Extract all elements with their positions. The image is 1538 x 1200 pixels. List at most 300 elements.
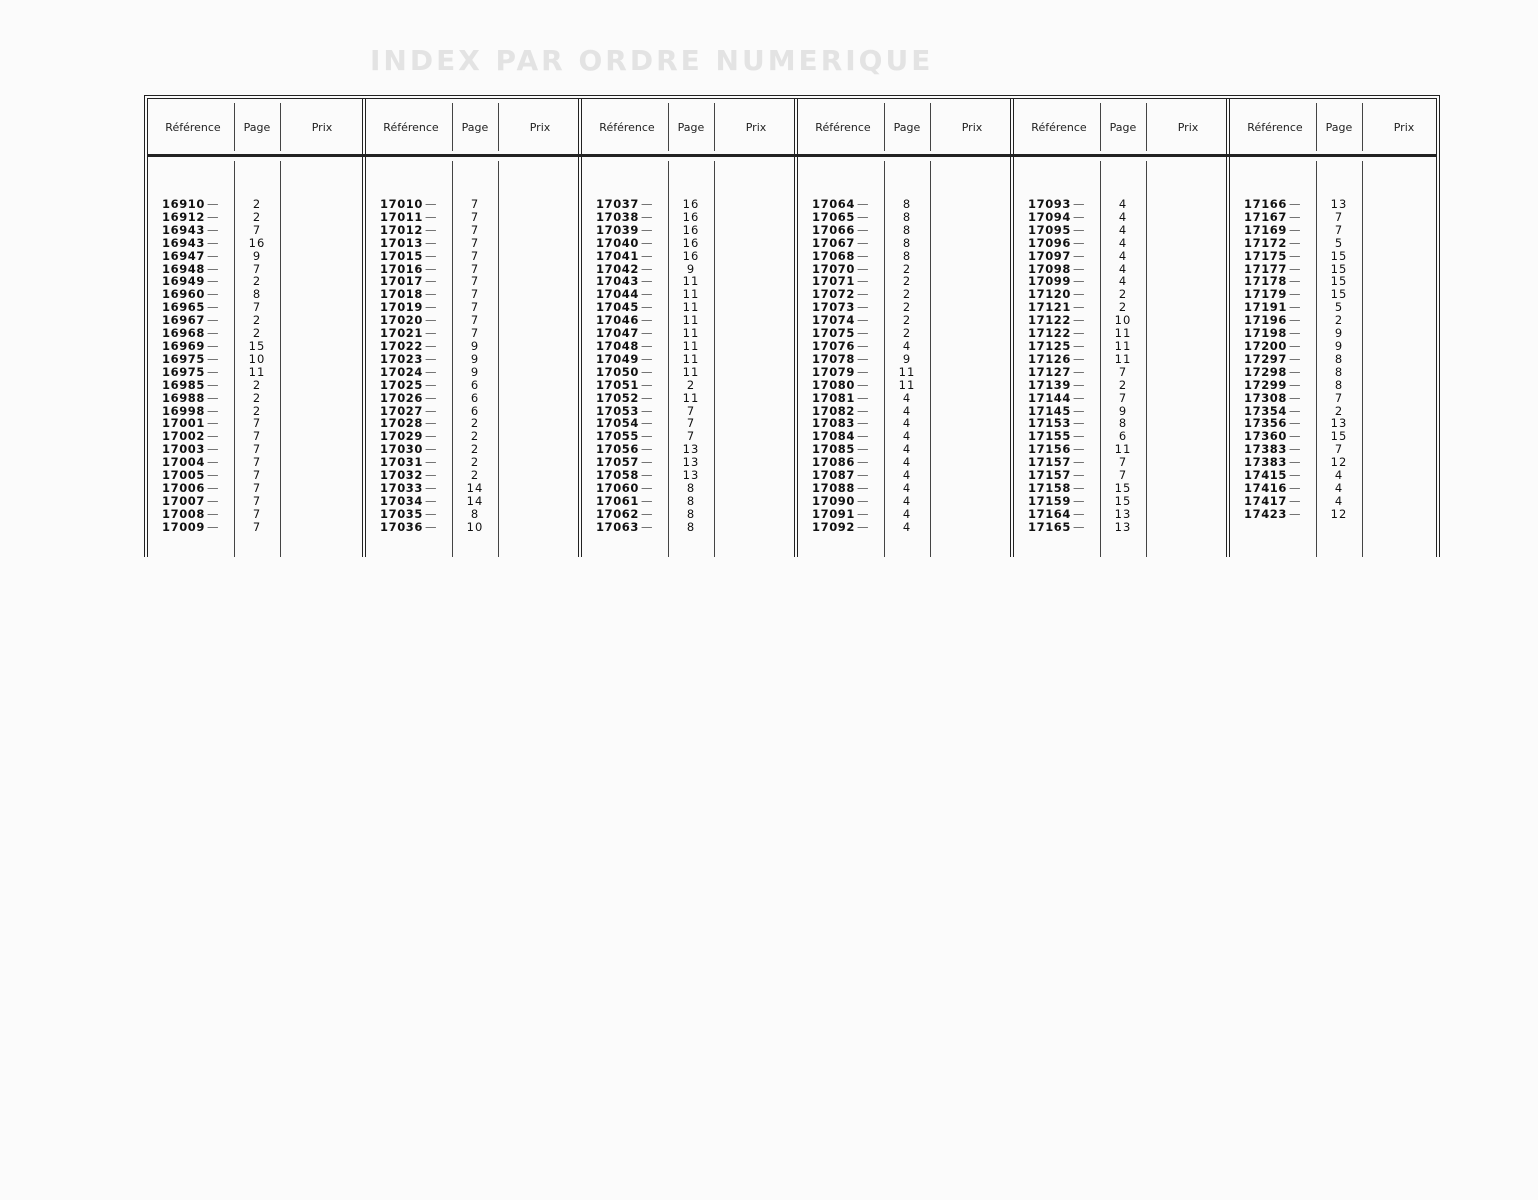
- leader-dash: —: [1073, 261, 1086, 276]
- header-prix: Prix: [1393, 121, 1415, 134]
- page-number: 4: [902, 429, 912, 444]
- page-number: 4: [902, 338, 912, 353]
- page-number: 15: [248, 338, 266, 353]
- page-number: 14: [466, 493, 484, 508]
- page-number: 2: [902, 326, 912, 341]
- leader-dash: —: [641, 300, 654, 315]
- leader-dash: —: [1289, 351, 1302, 366]
- page-number: 15: [1114, 480, 1132, 495]
- header-prix: Prix: [529, 121, 551, 134]
- leader-dash: —: [857, 377, 870, 392]
- leader-dash: —: [641, 416, 654, 431]
- leader-dash: —: [857, 390, 870, 405]
- page-number: 6: [470, 403, 480, 418]
- page-number: 12: [1330, 506, 1348, 521]
- reference-text: 17155: [1028, 429, 1072, 444]
- reference-text: 17070: [812, 261, 856, 276]
- leader-dash: —: [641, 197, 654, 211]
- page-number: 13: [1330, 197, 1348, 211]
- page-number: 16: [682, 235, 700, 250]
- reference-text: 17001: [162, 416, 206, 431]
- page-number: 4: [1118, 274, 1128, 289]
- leader-dash: —: [857, 416, 870, 431]
- page-number: 4: [1118, 235, 1128, 250]
- page-number: 11: [1114, 326, 1132, 341]
- page-number: 7: [252, 519, 262, 534]
- reference-text: 17120: [1028, 287, 1072, 302]
- page-number: 9: [470, 351, 480, 366]
- reference-text: 17153: [1028, 416, 1072, 431]
- page-number: 11: [682, 300, 700, 315]
- page-number: 7: [1118, 364, 1128, 379]
- leader-dash: —: [425, 390, 438, 405]
- page-number: 8: [1118, 416, 1128, 431]
- reference-number: [1028, 521, 1085, 534]
- page-number: 11: [898, 377, 916, 392]
- leader-dash: —: [1073, 390, 1086, 405]
- reference-text: 17057: [596, 455, 640, 470]
- page-number: 7: [252, 493, 262, 508]
- leader-dash: —: [1073, 493, 1086, 508]
- reference-text: 17073: [812, 300, 856, 315]
- leader-dash: —: [1289, 248, 1302, 263]
- reference-text: 17086: [812, 455, 856, 470]
- reference-text: 17127: [1028, 364, 1072, 379]
- reference-text: 16965: [162, 300, 206, 315]
- reference-text: 17144: [1028, 390, 1072, 405]
- reference-text: 17015: [380, 248, 424, 263]
- reference-text: 17044: [596, 287, 640, 302]
- leader-dash: —: [425, 480, 438, 495]
- leader-dash: —: [857, 351, 870, 366]
- reference-text: 17008: [162, 506, 206, 521]
- leader-dash: —: [857, 326, 870, 341]
- page-number: 8: [686, 506, 696, 521]
- leader-dash: —: [425, 493, 438, 508]
- leader-dash: —: [1289, 493, 1302, 508]
- leader-dash: —: [641, 326, 654, 341]
- reference-text: 17017: [380, 274, 424, 289]
- reference-text: 17066: [812, 222, 856, 237]
- rows: [1230, 198, 1442, 521]
- page-number: 9: [902, 351, 912, 366]
- reference-text: 17122: [1028, 326, 1072, 341]
- leader-dash: —: [641, 468, 654, 483]
- reference-text: 17009: [162, 519, 206, 534]
- reference-text: 17159: [1028, 493, 1072, 508]
- leader-dash: —: [641, 222, 654, 237]
- leader-dash: —: [1289, 403, 1302, 418]
- page-number: 10: [248, 351, 266, 366]
- leader-dash: —: [1289, 455, 1302, 470]
- page-number: 11: [682, 390, 700, 405]
- leader-dash: —: [641, 274, 654, 289]
- page-number: 2: [1118, 377, 1128, 392]
- leader-dash: —: [1073, 326, 1086, 341]
- reference-text: 17383: [1244, 455, 1288, 470]
- reference-text: 17052: [596, 390, 640, 405]
- page-number: 2: [902, 261, 912, 276]
- reference-text: 17198: [1244, 326, 1288, 341]
- leader-dash: —: [857, 209, 870, 224]
- page-number: 7: [470, 326, 480, 341]
- page-number: 8: [902, 209, 912, 224]
- page-number: 7: [252, 455, 262, 470]
- page-number: 7: [470, 261, 480, 276]
- header-page: Page: [461, 121, 489, 134]
- leader-dash: —: [857, 403, 870, 418]
- leader-dash: —: [857, 313, 870, 328]
- leader-dash: —: [207, 429, 220, 444]
- page-number: 11: [682, 313, 700, 328]
- page-number: 6: [470, 377, 480, 392]
- reference-text: 17047: [596, 326, 640, 341]
- column-group: [1010, 99, 1226, 557]
- reference-text: 17049: [596, 351, 640, 366]
- reference-text: 17025: [380, 377, 424, 392]
- page-number: 8: [686, 493, 696, 508]
- reference-text: 17076: [812, 338, 856, 353]
- reference-text: 17064: [812, 197, 856, 211]
- leader-dash: —: [425, 377, 438, 392]
- column-group: [578, 99, 794, 557]
- leader-dash: —: [641, 351, 654, 366]
- leader-dash: —: [207, 519, 220, 534]
- reference-text: 17032: [380, 468, 424, 483]
- reference-text: 16948: [162, 261, 206, 276]
- leader-dash: —: [1073, 222, 1086, 237]
- page-number: 7: [686, 403, 696, 418]
- page-number: 13: [682, 455, 700, 470]
- leader-dash: —: [425, 300, 438, 315]
- reference-text: 17178: [1244, 274, 1288, 289]
- reference-text: 17050: [596, 364, 640, 379]
- leader-dash: —: [1289, 274, 1302, 289]
- page-number: 14: [466, 480, 484, 495]
- leader-dash: —: [1073, 274, 1086, 289]
- reference-text: 17156: [1028, 442, 1072, 457]
- leader-dash: —: [641, 493, 654, 508]
- page-number: 11: [1114, 442, 1132, 457]
- page-number: 13: [1114, 519, 1132, 534]
- leader-dash: —: [425, 468, 438, 483]
- leader-dash: —: [425, 519, 438, 534]
- reference-text: 17164: [1028, 506, 1072, 521]
- page-number: 11: [1114, 351, 1132, 366]
- page-number: 10: [1114, 313, 1132, 328]
- leader-dash: —: [1073, 480, 1086, 495]
- leader-dash: —: [1073, 313, 1086, 328]
- page-number: 16: [682, 197, 700, 211]
- page-number: 8: [902, 235, 912, 250]
- page-number: 7: [470, 197, 480, 211]
- leader-dash: —: [207, 506, 220, 521]
- leader-dash: —: [425, 197, 438, 211]
- page-number: 2: [902, 274, 912, 289]
- leader-dash: —: [857, 248, 870, 263]
- table-row: [1230, 508, 1442, 521]
- reference-text: 17088: [812, 480, 856, 495]
- header-prix: Prix: [311, 121, 333, 134]
- rows: [798, 198, 1010, 534]
- leader-dash: —: [425, 287, 438, 302]
- header-page: Page: [243, 121, 271, 134]
- leader-dash: —: [857, 197, 870, 211]
- table-row: [582, 521, 794, 534]
- reference-text: 17122: [1028, 313, 1072, 328]
- leader-dash: —: [1289, 300, 1302, 315]
- leader-dash: —: [425, 429, 438, 444]
- page-number: 4: [902, 403, 912, 418]
- reference-text: 17010: [380, 197, 424, 211]
- page-number: 4: [1334, 468, 1344, 483]
- leader-dash: —: [207, 377, 220, 392]
- leader-dash: —: [857, 235, 870, 250]
- leader-dash: —: [1289, 209, 1302, 224]
- table-row: [798, 521, 1010, 534]
- reference-text: 17060: [596, 480, 640, 495]
- page-number: 7: [470, 248, 480, 263]
- leader-dash: —: [425, 248, 438, 263]
- leader-dash: —: [1289, 468, 1302, 483]
- reference-text: 17031: [380, 455, 424, 470]
- reference-text: 17121: [1028, 300, 1072, 315]
- page-number: 2: [1334, 403, 1344, 418]
- reference-text: 17200: [1244, 338, 1288, 353]
- page-number: 2: [902, 287, 912, 302]
- page-number: 15: [1330, 429, 1348, 444]
- leader-dash: —: [207, 468, 220, 483]
- leader-dash: —: [641, 390, 654, 405]
- header-prix: Prix: [1177, 121, 1199, 134]
- reference-text: 17360: [1244, 429, 1288, 444]
- header-page: Page: [893, 121, 921, 134]
- page-number: 4: [902, 416, 912, 431]
- leader-dash: —: [1289, 416, 1302, 431]
- reference-text: 17095: [1028, 222, 1072, 237]
- reference-text: 17021: [380, 326, 424, 341]
- reference-text: 17169: [1244, 222, 1288, 237]
- reference-text: 17191: [1244, 300, 1288, 315]
- leader-dash: —: [207, 351, 220, 366]
- page-number: 4: [902, 442, 912, 457]
- leader-dash: —: [207, 403, 220, 418]
- leader-dash: —: [1289, 313, 1302, 328]
- leader-dash: —: [857, 468, 870, 483]
- page-number: 9: [686, 261, 696, 276]
- leader-dash: —: [1289, 338, 1302, 353]
- leader-dash: —: [857, 300, 870, 315]
- page-number: 8: [902, 222, 912, 237]
- page-number: 5: [1334, 235, 1344, 250]
- page-number: 8: [686, 519, 696, 534]
- header-prix: Prix: [745, 121, 767, 134]
- page-number: 2: [470, 455, 480, 470]
- reference-text: 17179: [1244, 287, 1288, 302]
- page-number: 4: [902, 390, 912, 405]
- page-number: 7: [252, 261, 262, 276]
- page-number: 15: [1114, 493, 1132, 508]
- reference-text: 17002: [162, 429, 206, 444]
- reference-text: 16943: [162, 222, 206, 237]
- leader-dash: —: [425, 338, 438, 353]
- leader-dash: —: [207, 197, 220, 211]
- leader-dash: —: [1289, 235, 1302, 250]
- leader-dash: —: [1289, 364, 1302, 379]
- header-reference: Référence: [1031, 121, 1087, 134]
- leader-dash: —: [1073, 235, 1086, 250]
- reference-text: 17063: [596, 519, 640, 534]
- page-number: 4: [1334, 493, 1344, 508]
- leader-dash: —: [641, 338, 654, 353]
- page-number: 4: [902, 506, 912, 521]
- page-number: 13: [682, 468, 700, 483]
- leader-dash: —: [207, 248, 220, 263]
- leader-dash: —: [857, 261, 870, 276]
- leader-dash: —: [1073, 287, 1086, 302]
- leader-dash: —: [425, 235, 438, 250]
- reference-text: 17018: [380, 287, 424, 302]
- page-number: 7: [470, 313, 480, 328]
- leader-dash: —: [857, 287, 870, 302]
- reference-text: 17097: [1028, 248, 1072, 263]
- leader-dash: —: [425, 455, 438, 470]
- page-number: 6: [470, 390, 480, 405]
- reference-text: 17087: [812, 468, 856, 483]
- reference-number: [1244, 508, 1301, 521]
- column-group: [794, 99, 1010, 557]
- leader-dash: —: [207, 235, 220, 250]
- leader-dash: —: [1289, 326, 1302, 341]
- page-number: 6: [1118, 429, 1128, 444]
- page-number: 7: [252, 442, 262, 457]
- header-reference: Référence: [165, 121, 221, 134]
- leader-dash: —: [1073, 209, 1086, 224]
- leader-dash: —: [641, 261, 654, 276]
- page-number: 12: [1330, 455, 1348, 470]
- page-number: 8: [1334, 351, 1344, 366]
- page-number: 7: [252, 468, 262, 483]
- page-number: 15: [1330, 274, 1348, 289]
- leader-dash: —: [1073, 351, 1086, 366]
- page-number: 8: [1334, 364, 1344, 379]
- header-page: Page: [1325, 121, 1353, 134]
- page-number: 7: [1334, 222, 1344, 237]
- page-number: 8: [686, 480, 696, 495]
- page-number: 7: [470, 209, 480, 224]
- page-number: 4: [1334, 480, 1344, 495]
- page-number: 8: [902, 197, 912, 211]
- page-number: 9: [252, 248, 262, 263]
- reference-text: 17308: [1244, 390, 1288, 405]
- leader-dash: —: [425, 313, 438, 328]
- page-number: 5: [1334, 300, 1344, 315]
- reference-text: 17053: [596, 403, 640, 418]
- page-number: 2: [252, 390, 262, 405]
- reference-text: 17023: [380, 351, 424, 366]
- reference-text: 17072: [812, 287, 856, 302]
- leader-dash: —: [1073, 338, 1086, 353]
- reference-text: 17196: [1244, 313, 1288, 328]
- leader-dash: —: [1073, 455, 1086, 470]
- leader-dash: —: [857, 338, 870, 353]
- leader-dash: —: [1073, 468, 1086, 483]
- reference-text: 17074: [812, 313, 856, 328]
- reference-text: 17079: [812, 364, 856, 379]
- leader-dash: —: [857, 519, 870, 534]
- rows: [366, 198, 578, 534]
- reference-text: 17090: [812, 493, 856, 508]
- reference-text: 17158: [1028, 480, 1072, 495]
- page-number: 11: [1114, 338, 1132, 353]
- reference-text: 17028: [380, 416, 424, 431]
- reference-text: 17423: [1244, 506, 1288, 521]
- leader-dash: —: [1289, 506, 1302, 521]
- leader-dash: —: [1289, 197, 1302, 211]
- leader-dash: —: [1073, 416, 1086, 431]
- reference-text: 17005: [162, 468, 206, 483]
- reference-text: 17093: [1028, 197, 1072, 211]
- leader-dash: —: [1289, 261, 1302, 276]
- page-number: 2: [252, 274, 262, 289]
- page-number: 7: [686, 429, 696, 444]
- leader-dash: —: [207, 209, 220, 224]
- reference-text: 16967: [162, 313, 206, 328]
- page-number: 15: [1330, 261, 1348, 276]
- reference-text: 17003: [162, 442, 206, 457]
- reference-text: 16988: [162, 390, 206, 405]
- reference-text: 17083: [812, 416, 856, 431]
- leader-dash: —: [425, 506, 438, 521]
- reference-text: 17046: [596, 313, 640, 328]
- reference-text: 17177: [1244, 261, 1288, 276]
- leader-dash: —: [207, 480, 220, 495]
- leader-dash: —: [1289, 222, 1302, 237]
- page-number: 4: [1118, 197, 1128, 211]
- leader-dash: —: [425, 274, 438, 289]
- page-number: 4: [1118, 209, 1128, 224]
- leader-dash: —: [207, 313, 220, 328]
- reference-text: 17007: [162, 493, 206, 508]
- reference-text: 17048: [596, 338, 640, 353]
- page-number: 16: [682, 209, 700, 224]
- page-number: 4: [902, 455, 912, 470]
- leader-dash: —: [1073, 442, 1086, 457]
- reference-text: 16985: [162, 377, 206, 392]
- reference-text: 17051: [596, 377, 640, 392]
- page-number: 2: [902, 300, 912, 315]
- reference-text: 17067: [812, 235, 856, 250]
- leader-dash: —: [425, 222, 438, 237]
- leader-dash: —: [641, 209, 654, 224]
- reference-text: 16975: [162, 351, 206, 366]
- reference-text: 17026: [380, 390, 424, 405]
- reference-text: 17065: [812, 209, 856, 224]
- leader-dash: —: [1073, 248, 1086, 263]
- header-reference: Référence: [599, 121, 655, 134]
- table-row: [1014, 521, 1226, 534]
- reference-text: 17166: [1244, 197, 1288, 211]
- leader-dash: —: [641, 364, 654, 379]
- page-number: 2: [686, 377, 696, 392]
- page-number: 7: [1334, 390, 1344, 405]
- reference-text: 17054: [596, 416, 640, 431]
- page-number: 10: [466, 519, 484, 534]
- reference-text: 17024: [380, 364, 424, 379]
- reference-text: 17081: [812, 390, 856, 405]
- page-number: 7: [252, 416, 262, 431]
- reference-number: [596, 521, 653, 534]
